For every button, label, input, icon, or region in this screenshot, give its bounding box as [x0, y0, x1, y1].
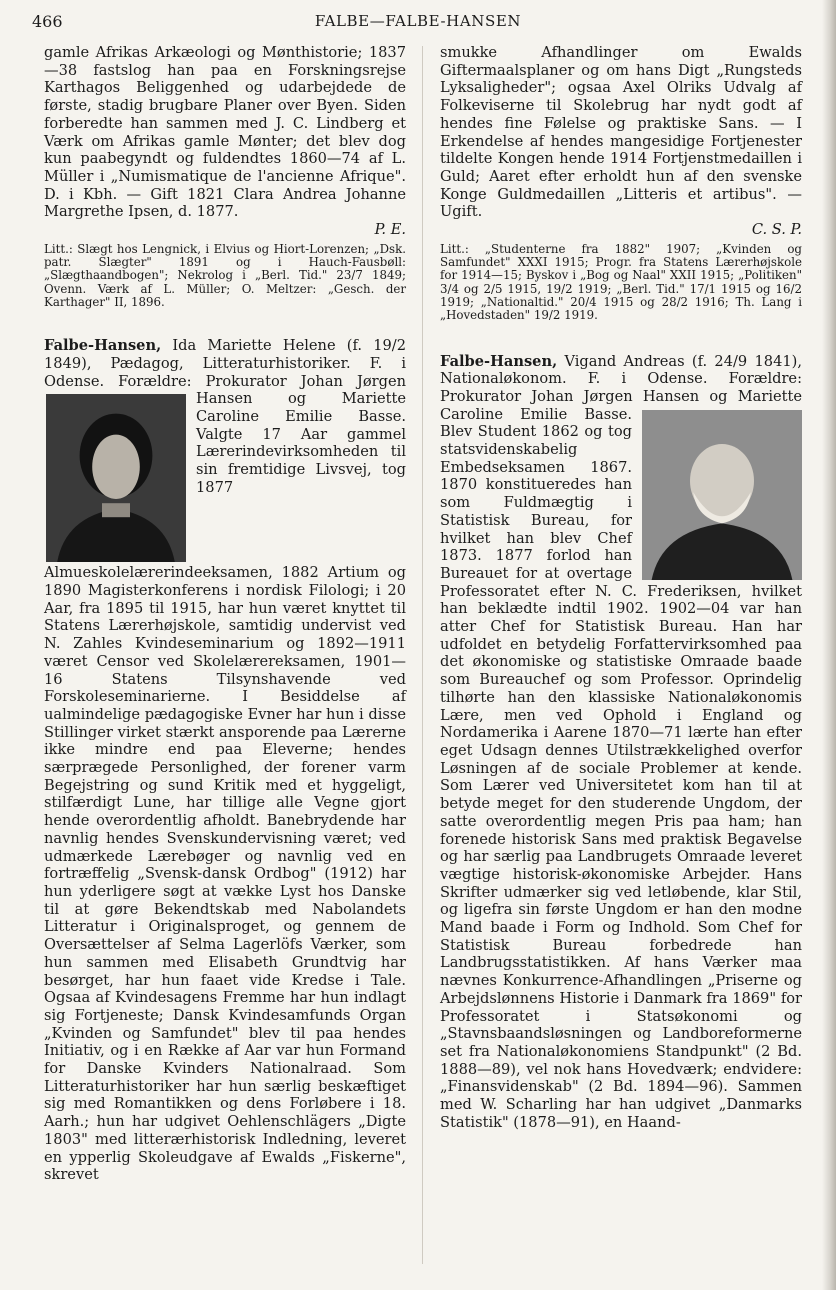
entry-ida-intro-part: Ida Mariette Helene (f. 19/2 1849), Pædagog, Litteraturhistoriker. F. i Odense. Forældre: Prokurator Johan	[44, 337, 406, 390]
entry-vigand-body	[440, 353, 802, 1131]
entry-ida-first-lines	[44, 337, 406, 1183]
left-column	[44, 44, 406, 1184]
entry-ida-signature	[440, 221, 802, 239]
entry-gap	[440, 323, 802, 353]
entry-ida-body-part: Jørgen Hansen og Mariette Caroline Emilie Basse. Valgte 17 Aar gammel Lærerindevirksomheden til sin fremtidige Livsvej, tog 1877 Almueskolelærerindeeksamen, 1882 Artium og 1890 Magisterkonferens i nordisk Filologi; i 20 Aar, fra 1895 til 1915, har hun været knyttet til Statens Lærerhøjskole, samtidig undervist ved N. Zahles Kvindeseminarium og 1892—1911 været Censor ved Skolelærereksamen, 1901—16 Statens Tilsynshavende ved Forskoleseminarierne. I Besiddelse af ualmindelige pædagogiske Evner har hun i disse Stillinger virket stærkt ansporende paa Lærerne ikke mindre end paa Eleverne; hendes særprægede Personlighed, der forener varm Begejstring og sund Kritik med et hyggeligt, stilfærdigt Lune, har tillige alle Vegne gjort hende overordentlig afholdt. Banebrydende har navnlig hendes Svenskundervisning været; ved udmærkede Lærebøger og navnlig ved en fortræffelig „Svensk-dansk Ordbog" (1912) har hun yderligere søgt at vække Lyst hos Danske til at gøre Bekendtskab med Nabolandets Litteratur i Originalsproget, og gennem de Oversættelser af Selma Lagerlöfs Værker, som hun sammen med Elisabeth Grundtvig har besørget, har hun faaet vide Kredse i Tale. Ogsaa af Kvindesagens Fremme har hun indlagt sig Fortjeneste; Dansk Kvindesamfunds Organ „Kvinden og Samfundet" blev til paa hendes Initiativ, og i en Række af Aar var hun Formand for Danske Kvinders Nationalraad. Som Litteraturhistoriker har hun særlig beskæftiget sig med Romantikken og dens Forløbere i 18. Aarh.; hun har udgivet Oehlenschlägers „Digte 1803" med litterærhistorisk Indledning, leveret en ypperlig Skoleudgave af Ewalds „Fiskerne", skrevet	[44, 372, 406, 1184]
man-portrait-icon	[642, 410, 802, 580]
entry-ida-literature: Litt.: „Studenterne fra 1882" 1907; „Kvinden og Samfundet" XXXI 1915; Progr. fra Statens Lærerhøjskole for 1914—15; Byskov i „Bog og Naal" XXII 1915; „Politiken" 3/4 og 2/5 1915, 19/2 1919; „Berl. Tid." 17/1 1915 og 16/2 1919; „Nationaltid." 20/4 1915 og 28/2 1916; Th. Lang i „Hovedstaden" 19/2 1919.	[440, 241, 802, 323]
running-title: FALBE—FALBE-HANSEN	[314, 12, 522, 30]
prev-entry-text: gamle Afrikas Arkæologi og Mønthistorie; 1837—38 fastslog han paa en Forskningsrejse Karthagos Beliggenhed og udarbejdede de første, stadig brugbare Planer over Byen. Siden forberedte han sammen med J. C. Lindberg et Værk om Afrikas gamle Mønter; det blev dog kun paabegyndt og fuldendtes 1860—74 af L. Müller i „Numismatique de l'ancienne Afrique". D. i Kbh. — Gift 1821 Clara Andrea Johanne Margrethe Ipsen, d. 1877.	[44, 44, 406, 221]
entry-ida-continuation: smukke Afhandlinger om Ewalds Giftermaalsplaner og om hans Digt „Rungsteds Lyksaligheder"; ogsaa Axel Olriks Udvalg af Folkeviserne til Skolebrug har nydt godt af hendes fine Følelse og praktiske Sans. — I Erkendelse af hendes mangesidige Fortjenester tildelte Kongen hende 1914 Fortjenstmedaillen i Guld; Aaret efter erholdt hun af den svenske Konge Guldmedaillen „Litteris et artibus". — Ugift.	[440, 44, 802, 221]
entry-vigand-headword: Falbe-Hansen,	[440, 352, 558, 370]
entry-gap	[44, 309, 406, 337]
entry-vigand-body-part: og Mariette Caroline Emilie Basse. Blev Student 1862 og tog statsvidenskabelig Embedseksamen 1867. 1870 konstitueredes han som Fuldmægtig i Statistisk Bureau, for hvilket han blev Chef 1873. 1877 forlod han Bureauet for at overtage Professoratet efter N. C. Frederiksen, hvilket han beklædte indtil 1902. 1902—04 var han atter Chef for Statistisk Bureau. Han har udfoldet en betydelig Forfattervirksomhed paa det økonomiske og statistiske Omraade baade som Bureauchef og som Professor. Oprindelig tilhørte han den klassiske Nationaløkonomis Lære, men ved Ophold i England og Nordamerika i Aarene 1870—71 lærte han efter eget Udsagn dennes Utilstrækkelighed overfor Løsningen af de sociale Problemer at kende. Som Lærer ved Universitetet kom han til at betyde meget for den studerende Ungdom, der satte overordentlig megen Pris paa ham; han forenede historisk Sans med praktisk Begavelse og har særlig paa Landbrugets Omraade leveret vægtige historisk-økonomiske Arbejder. Hans Skrifter udmærker sig ved letløbende, klar Stil, og ligefra sin første Ungdom er han den modne Mand baade i Form og Indhold. Som Chef for Statistisk Bureau forbedrede han Landbrugsstatistikken. Af hans Værker maa nævnes Konkurrence-Afhandlingen „Priserne og Arbejdslønnens Historie i Danmark fra 1869" for Professoratet i Statsøkonomi og „Stavnsbaandsløsningen og Landboreformerne set fra Nationaløkonomiens Standpunkt" (2 Bd. 1888—89), vel nok hans Hovedværk; endvidere: „Finansvidenskab" (2 Bd. 1894—96). Sammen med W. Scharling har han udgivet „Danmarks Statistik" (1878—91), en Haand-	[440, 387, 802, 1131]
running-head	[0, 12, 836, 34]
column-divider	[422, 46, 423, 1264]
prev-entry-literature: Litt.: Slægt hos Lengnick, i Elvius og Hiort-Lorenzen; „Dsk. patr. Slægter" 1891 og i Hauch-Fausbøll: „Slægthaandbogen"; Nekrolog i „Berl. Tid." 23/7 1849; Ovenn. Værk af L. Müller; O. Meltzer: „Gesch. der Karthager" II, 1896.	[44, 241, 406, 309]
prev-entry-signature	[44, 221, 406, 239]
book-spine-shadow	[822, 0, 836, 1290]
right-column	[440, 44, 802, 1131]
entry-vigand-intro-part: Vigand Andreas (f. 24/9 1841), Nationaløkonom. F. i Odense. Forældre: Prokurator Johan Jørgen Hansen	[440, 352, 802, 405]
prev-entry-initials: P. E.	[374, 221, 406, 239]
entry-ida-falbe-hansen	[44, 337, 406, 1184]
entry-ida-initials: C. S. P.	[751, 221, 802, 239]
page-number: 466	[32, 12, 63, 31]
woman-portrait-icon	[46, 394, 186, 562]
entry-vigand-falbe-hansen	[440, 353, 802, 1132]
entry-ida-headword: Falbe-Hansen,	[44, 337, 162, 355]
